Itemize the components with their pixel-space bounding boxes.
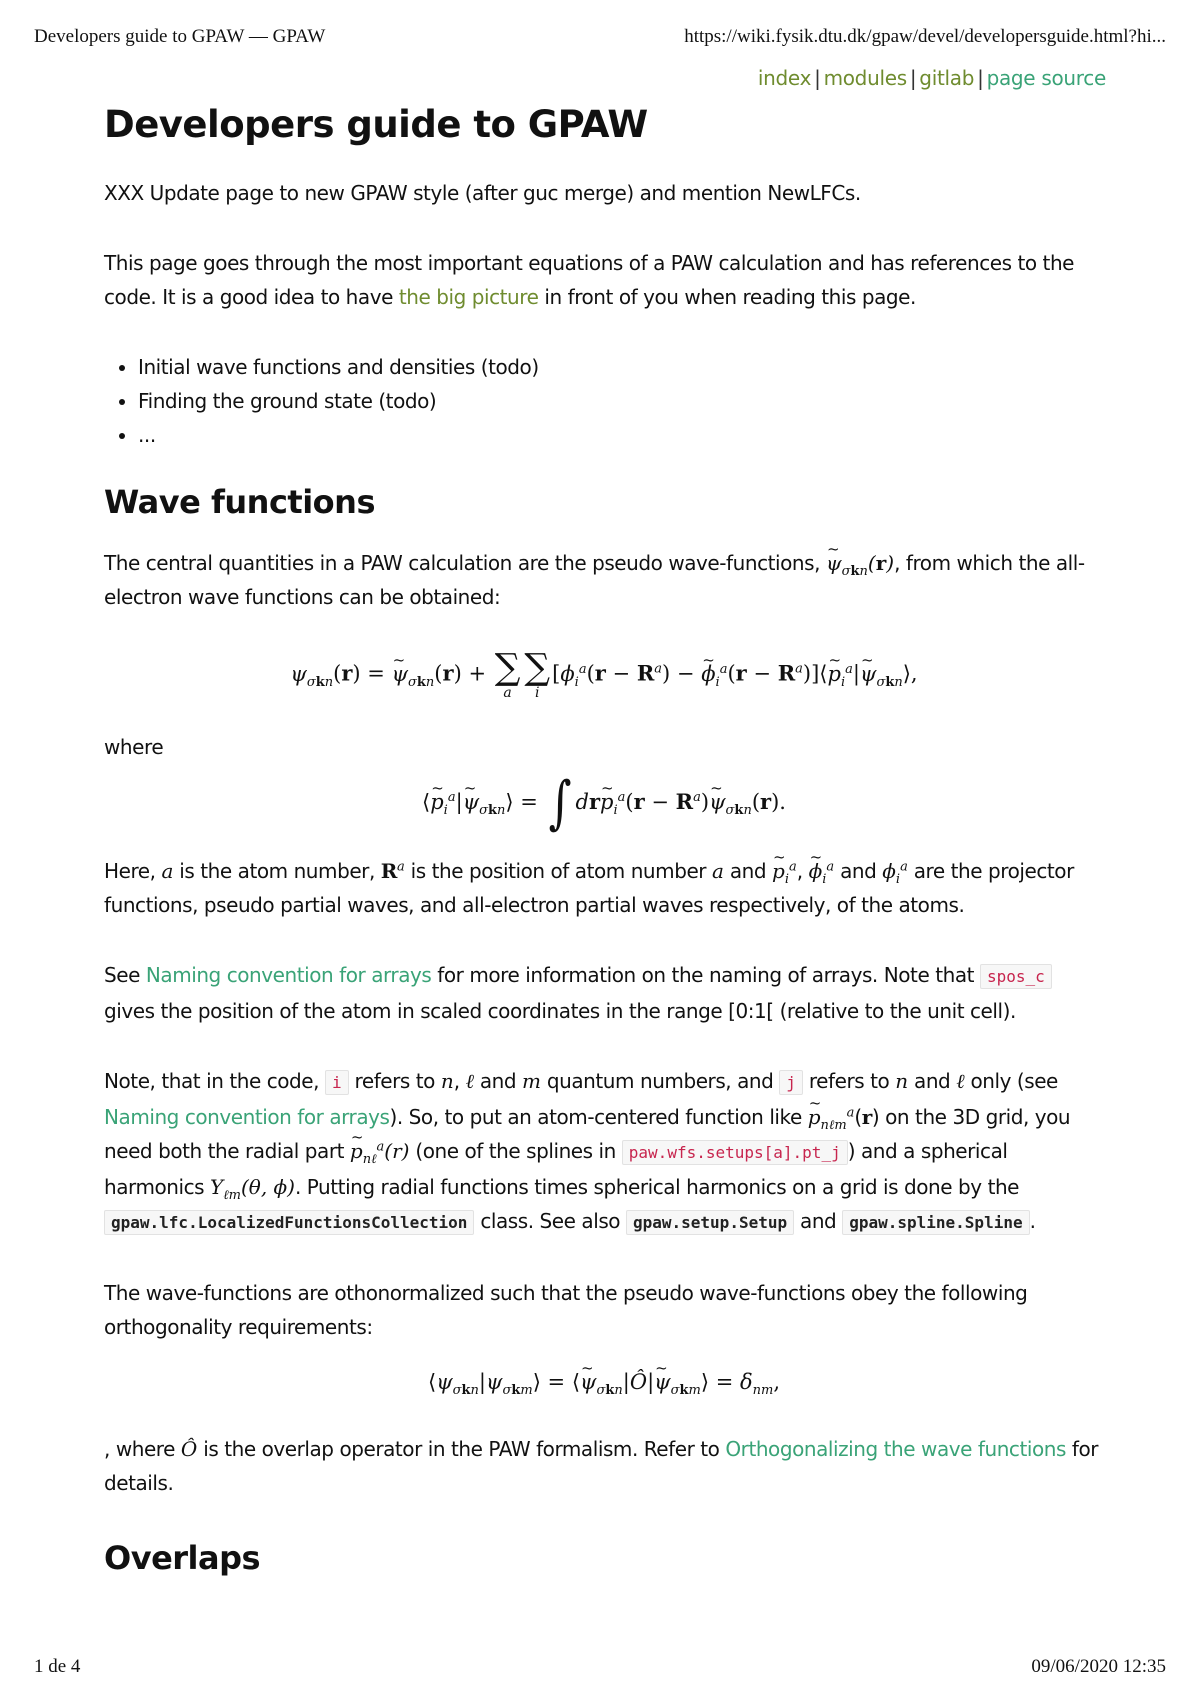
print-datetime: 09/06/2020 12:35 xyxy=(1031,1656,1166,1677)
code-spos-c: spos_c xyxy=(980,964,1052,989)
where-label: where xyxy=(104,735,164,759)
print-header-url: https://wiki.fysik.dtu.dk/gpaw/devel/developersguide.html?hi... xyxy=(684,26,1166,47)
code-i: i xyxy=(325,1070,349,1095)
math-inline: ~ $\psi_{\sigma kn}(r)$ xyxy=(826,551,894,575)
nav-page-source-link[interactable]: page source xyxy=(986,66,1106,90)
section-heading-wave-functions: Wave functions xyxy=(104,483,375,521)
quantum-numbers-paragraph: Note, that in the code, i refers to n, ℓ and m quantum numbers, and j refers to n and ℓ only (see Naming convention for arrays). So, to put an atom-centered function like ~ $p_{n\ell m}^a(r)$ on the 3D grid, you need both the radial part ~ $p_{n\ell}^a(r)$ (one of the splines in paw.wfs.setups[a].pt_j ) and a spherical harmonics $Y_{\ell m}(\theta$, ϕ). Putting radial functions times spherical harmonics on a grid is done by the gpaw.lfc.LocalizedFunctionsCollection class. See also gpaw.setup.Setup and gpaw.spline.Spline . xyxy=(104,1064,1104,1240)
intro-paragraph: This page goes through the most important equations of a PAW calculation and has references to the code. It is a good idea to have the big picture in front of you when reading this page. xyxy=(104,251,1075,309)
nav-modules-link[interactable]: modules xyxy=(823,66,907,90)
wave-functions-paragraph: The central quantities in a PAW calculation are the pseudo wave-functions, ~ $\psi_{\sigma kn}(r)$, from which the all-electron wave functions can be obtained: xyxy=(104,546,1104,614)
overlap-operator-paragraph: , where Ô is the overlap operator in the PAW formalism. Refer to Orthogonalizing the wave functions for details. xyxy=(104,1436,1099,1495)
orthogonality-equation: $⟨\psi_{\sigma kn}|\psi_{\sigma km}⟩$ = ⟨~ $\psi_{\sigma kn}|Ô|\sim$ $\psi_{\sigma km}⟩ = \delta_{nm}$, xyxy=(104,1362,1104,1402)
big-picture-link[interactable]: the big picture xyxy=(398,285,539,309)
update-note: XXX Update page to new GPAW style (after guc merge) and mention NewLFCs. xyxy=(104,181,861,205)
naming-convention-link-2[interactable]: Naming convention for arrays xyxy=(104,1104,390,1129)
code-localized-functions-collection: gpaw.lfc.LocalizedFunctionsCollection xyxy=(104,1210,474,1235)
section-heading-overlaps: Overlaps xyxy=(104,1538,261,1577)
naming-convention-link[interactable]: Naming convention for arrays xyxy=(145,962,432,987)
todo-list xyxy=(104,350,1104,452)
code-spline: gpaw.spline.Spline xyxy=(842,1210,1029,1235)
code-setup: gpaw.setup.Setup xyxy=(626,1210,794,1235)
code-j: j xyxy=(779,1070,803,1095)
code-setups-pt-j: paw.wfs.setups[a].pt_j xyxy=(622,1140,848,1165)
print-header xyxy=(34,26,1166,48)
naming-convention-paragraph: See Naming convention for arrays for more information on the naming of arrays. Note that spos_c gives the position of the atom in scaled coordinates in the range [0:1[ (relative to the unit cell). xyxy=(104,958,1104,1028)
print-header-title: Developers guide to GPAW — GPAW xyxy=(34,26,326,47)
atom-definitions-paragraph: Here, a is the atom number, $R^a$ is the position of atom number a and ~ $p_i^a$, ~ $\phi_i^a$ and $\phi_i^a$ are the projector functions, pseudo partial waves, and all-electron partial waves respectively, of the atoms. xyxy=(104,854,1104,922)
list-item: • ... xyxy=(138,418,1104,452)
nav-index-link[interactable]: index xyxy=(757,66,812,90)
top-navigation: index | modules | gitlab | page source xyxy=(757,66,1106,90)
nav-gitlab-link[interactable]: gitlab xyxy=(919,66,975,90)
list-item: • Initial wave functions and densities (todo) xyxy=(138,350,1104,384)
paw-transformation-equation: $\psi_{\sigma kn}(r)$ = ~ $\psi_{\sigma kn}(r)$ + ∑ a ∑ i [$\phi_i^a(r - R^a)$ − ~ $\phi_i^a(r$ − $R^a)]⟨\sim$ $p_i^a|\sim$ $\psi_{\sigma kn}⟩$, xyxy=(104,650,1104,700)
print-footer xyxy=(34,1656,1166,1678)
main-content xyxy=(104,100,1104,1602)
orthogonality-paragraph: The wave-functions are othonormalized such that the pseudo wave-functions obey the following orthogonality requirements: xyxy=(104,1280,1028,1339)
page-title: Developers guide to GPAW xyxy=(104,103,648,146)
orthogonalizing-link[interactable]: Orthogonalizing the wave functions xyxy=(725,1436,1066,1461)
list-item: • Finding the ground state (todo) xyxy=(138,384,1104,418)
page-number: 1 de 4 xyxy=(34,1656,81,1677)
projection-integral-equation: ⟨~ $p_i^a|\sim$ $\psi_{\sigma kn}⟩$ = ∫ dr~ $p_i^a(r$ − $R^a)\sim$ $\psi_{\sigma kn}(r)$. xyxy=(104,782,1104,824)
